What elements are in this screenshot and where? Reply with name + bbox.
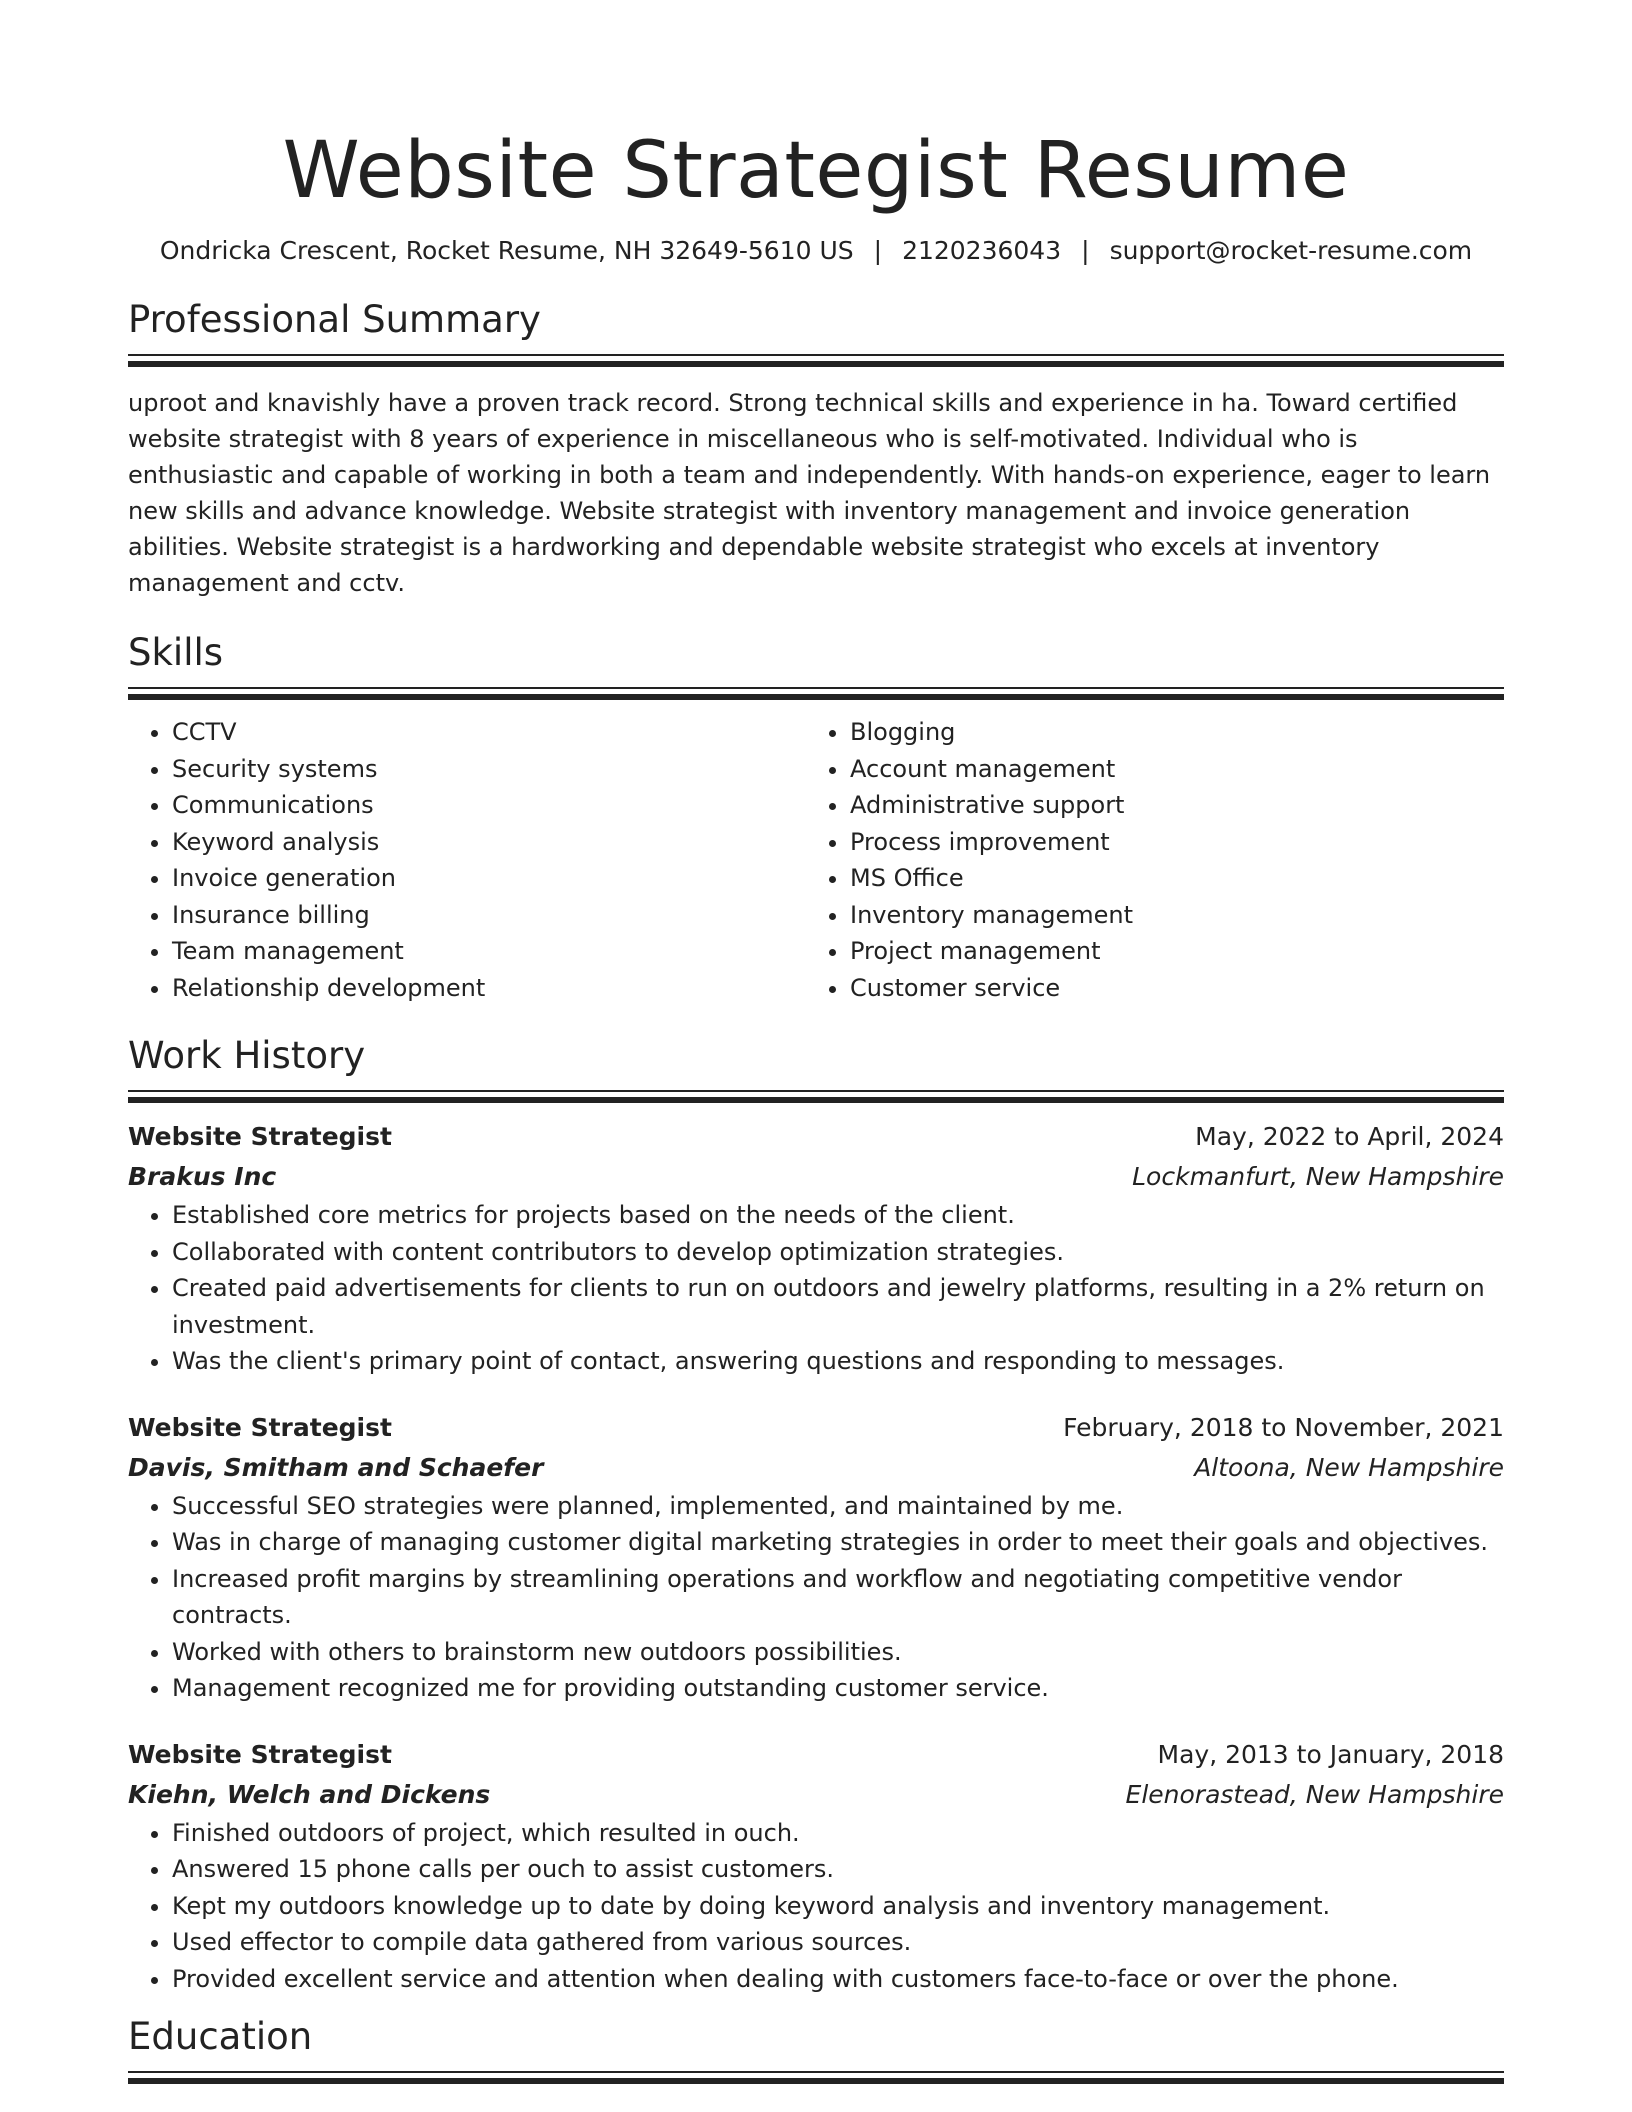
job-bullet: • Created paid advertisements for clients to run on outdoors and jewelry platforms, resulting in a 2% return on investment. [172, 1270, 1504, 1343]
job-dates: February, 2018 to November, 2021 [1063, 1412, 1504, 1442]
skills-heading: Skills [128, 631, 224, 674]
summary-text: uproot and knavishly have a proven track record. Strong technical skills and experience in ha. Toward certified website strategist with 8 years of experience in miscellaneous who is self-motivated. Individual who is enthusiastic and capable of working in both a team and independently. With hands-on experience, eager to learn new skills and advance knowledge. Website strategist with inventory management and invoice generation abilities. Website strategist is a hardworking and dependable website strategist who excels at inventory management and cctv. [128, 389, 1491, 597]
section-divider [128, 2071, 1504, 2084]
education-heading: Education [128, 2015, 313, 2058]
summary-section [128, 296, 1504, 601]
job-company-row [128, 1157, 1504, 1197]
job-bullet: • Was the client's primary point of contact, answering questions and responding to messages. [172, 1343, 1504, 1380]
skill-item: • Relationship development [172, 970, 806, 1007]
skill-item: • Security systems [172, 751, 806, 788]
skills-column-right [806, 714, 1484, 1006]
work-history-section [128, 1032, 1504, 1997]
skills-column-left [128, 714, 806, 1006]
contact-phone: 2120236043 [902, 236, 1062, 265]
education-section [128, 2013, 1504, 2084]
skill-item: • Process improvement [850, 824, 1484, 861]
skill-item: • Team management [172, 933, 806, 970]
job-bullet-list [128, 1488, 1504, 1707]
skill-item: • Account management [850, 751, 1484, 788]
contact-separator: | [1081, 236, 1090, 265]
skill-item: • Administrative support [850, 787, 1484, 824]
job-company: Davis, Smitham and Schaefer [128, 1452, 544, 1482]
skill-item: • Project management [850, 933, 1484, 970]
contact-line [128, 234, 1504, 268]
job-bullet: • Increased profit margins by streamlining operations and workflow and negotiating competitive vendor contracts. [172, 1561, 1504, 1634]
job-bullet: • Finished outdoors of project, which resulted in ouch. [172, 1815, 1504, 1852]
job-bullet: • Worked with others to brainstorm new outdoors possibilities. [172, 1634, 1504, 1671]
job-bullet: • Successful SEO strategies were planned, implemented, and maintained by me. [172, 1488, 1504, 1525]
job-bullet: • Collaborated with content contributors to develop optimization strategies. [172, 1234, 1504, 1271]
job-bullet: • Kept my outdoors knowledge up to date by doing keyword analysis and inventory management. [172, 1888, 1504, 1925]
job-title: Website Strategist [128, 1412, 392, 1442]
job-title-row [128, 1117, 1504, 1157]
job-title-row [128, 1735, 1504, 1775]
skill-item: • Communications [172, 787, 806, 824]
job-location: Altoona, New Hampshire [1194, 1452, 1504, 1482]
job-bullet: • Management recognized me for providing outstanding customer service. [172, 1670, 1504, 1707]
job-bullet: • Answered 15 phone calls per ouch to assist customers. [172, 1851, 1504, 1888]
section-divider [128, 1090, 1504, 1103]
job-company: Brakus Inc [128, 1162, 277, 1191]
job-location: Lockmanfurt, New Hampshire [1132, 1162, 1504, 1191]
skill-item: • Keyword analysis [172, 824, 806, 861]
job-bullet: • Provided excellent service and attention when dealing with customers face-to-face or over the phone. [172, 1961, 1504, 1998]
skill-item: • Customer service [850, 970, 1484, 1007]
job-company-row [128, 1775, 1504, 1815]
resume-page [128, 0, 1504, 2084]
job-title-row [128, 1408, 1504, 1448]
contact-separator: | [873, 236, 883, 265]
job-entry [128, 1117, 1504, 1380]
job-bullet: • Used effector to compile data gathered from various sources. [172, 1924, 1504, 1961]
job-dates: May, 2013 to January, 2018 [1157, 1739, 1504, 1769]
skill-item: • Invoice generation [172, 860, 806, 897]
skill-item: • MS Office [850, 860, 1484, 897]
work-history-heading: Work History [128, 1034, 366, 1077]
skill-item: • Blogging [850, 714, 1484, 751]
job-bullet: • Established core metrics for projects based on the needs of the client. [172, 1197, 1504, 1234]
summary-heading: Professional Summary [128, 298, 541, 341]
section-divider [128, 687, 1504, 700]
skills-section [128, 629, 1504, 1006]
contact-address: Ondricka Crescent, Rocket Resume, NH 32649-5610 US [159, 236, 854, 265]
job-bullet-list [128, 1815, 1504, 1998]
job-entry [128, 1735, 1504, 1998]
contact-email: support@rocket-resume.com [1109, 236, 1473, 265]
skills-columns [128, 714, 1504, 1006]
skill-item: • Insurance billing [172, 897, 806, 934]
page-title: Website Strategist Resume [282, 126, 1350, 216]
job-bullet-list [128, 1197, 1504, 1380]
job-location: Elenorastead, New Hampshire [1125, 1779, 1504, 1809]
job-bullet: • Was in charge of managing customer digital marketing strategies in order to meet their goals and objectives. [172, 1524, 1504, 1561]
job-entry [128, 1408, 1504, 1707]
job-dates: May, 2022 to April, 2024 [1195, 1122, 1504, 1151]
section-divider [128, 354, 1504, 367]
skill-item: • CCTV [172, 714, 806, 751]
job-title: Website Strategist [128, 1122, 392, 1151]
job-company-row [128, 1448, 1504, 1488]
job-title: Website Strategist [128, 1739, 392, 1769]
skill-item: • Inventory management [850, 897, 1484, 934]
job-company: Kiehn, Welch and Dickens [128, 1779, 491, 1809]
